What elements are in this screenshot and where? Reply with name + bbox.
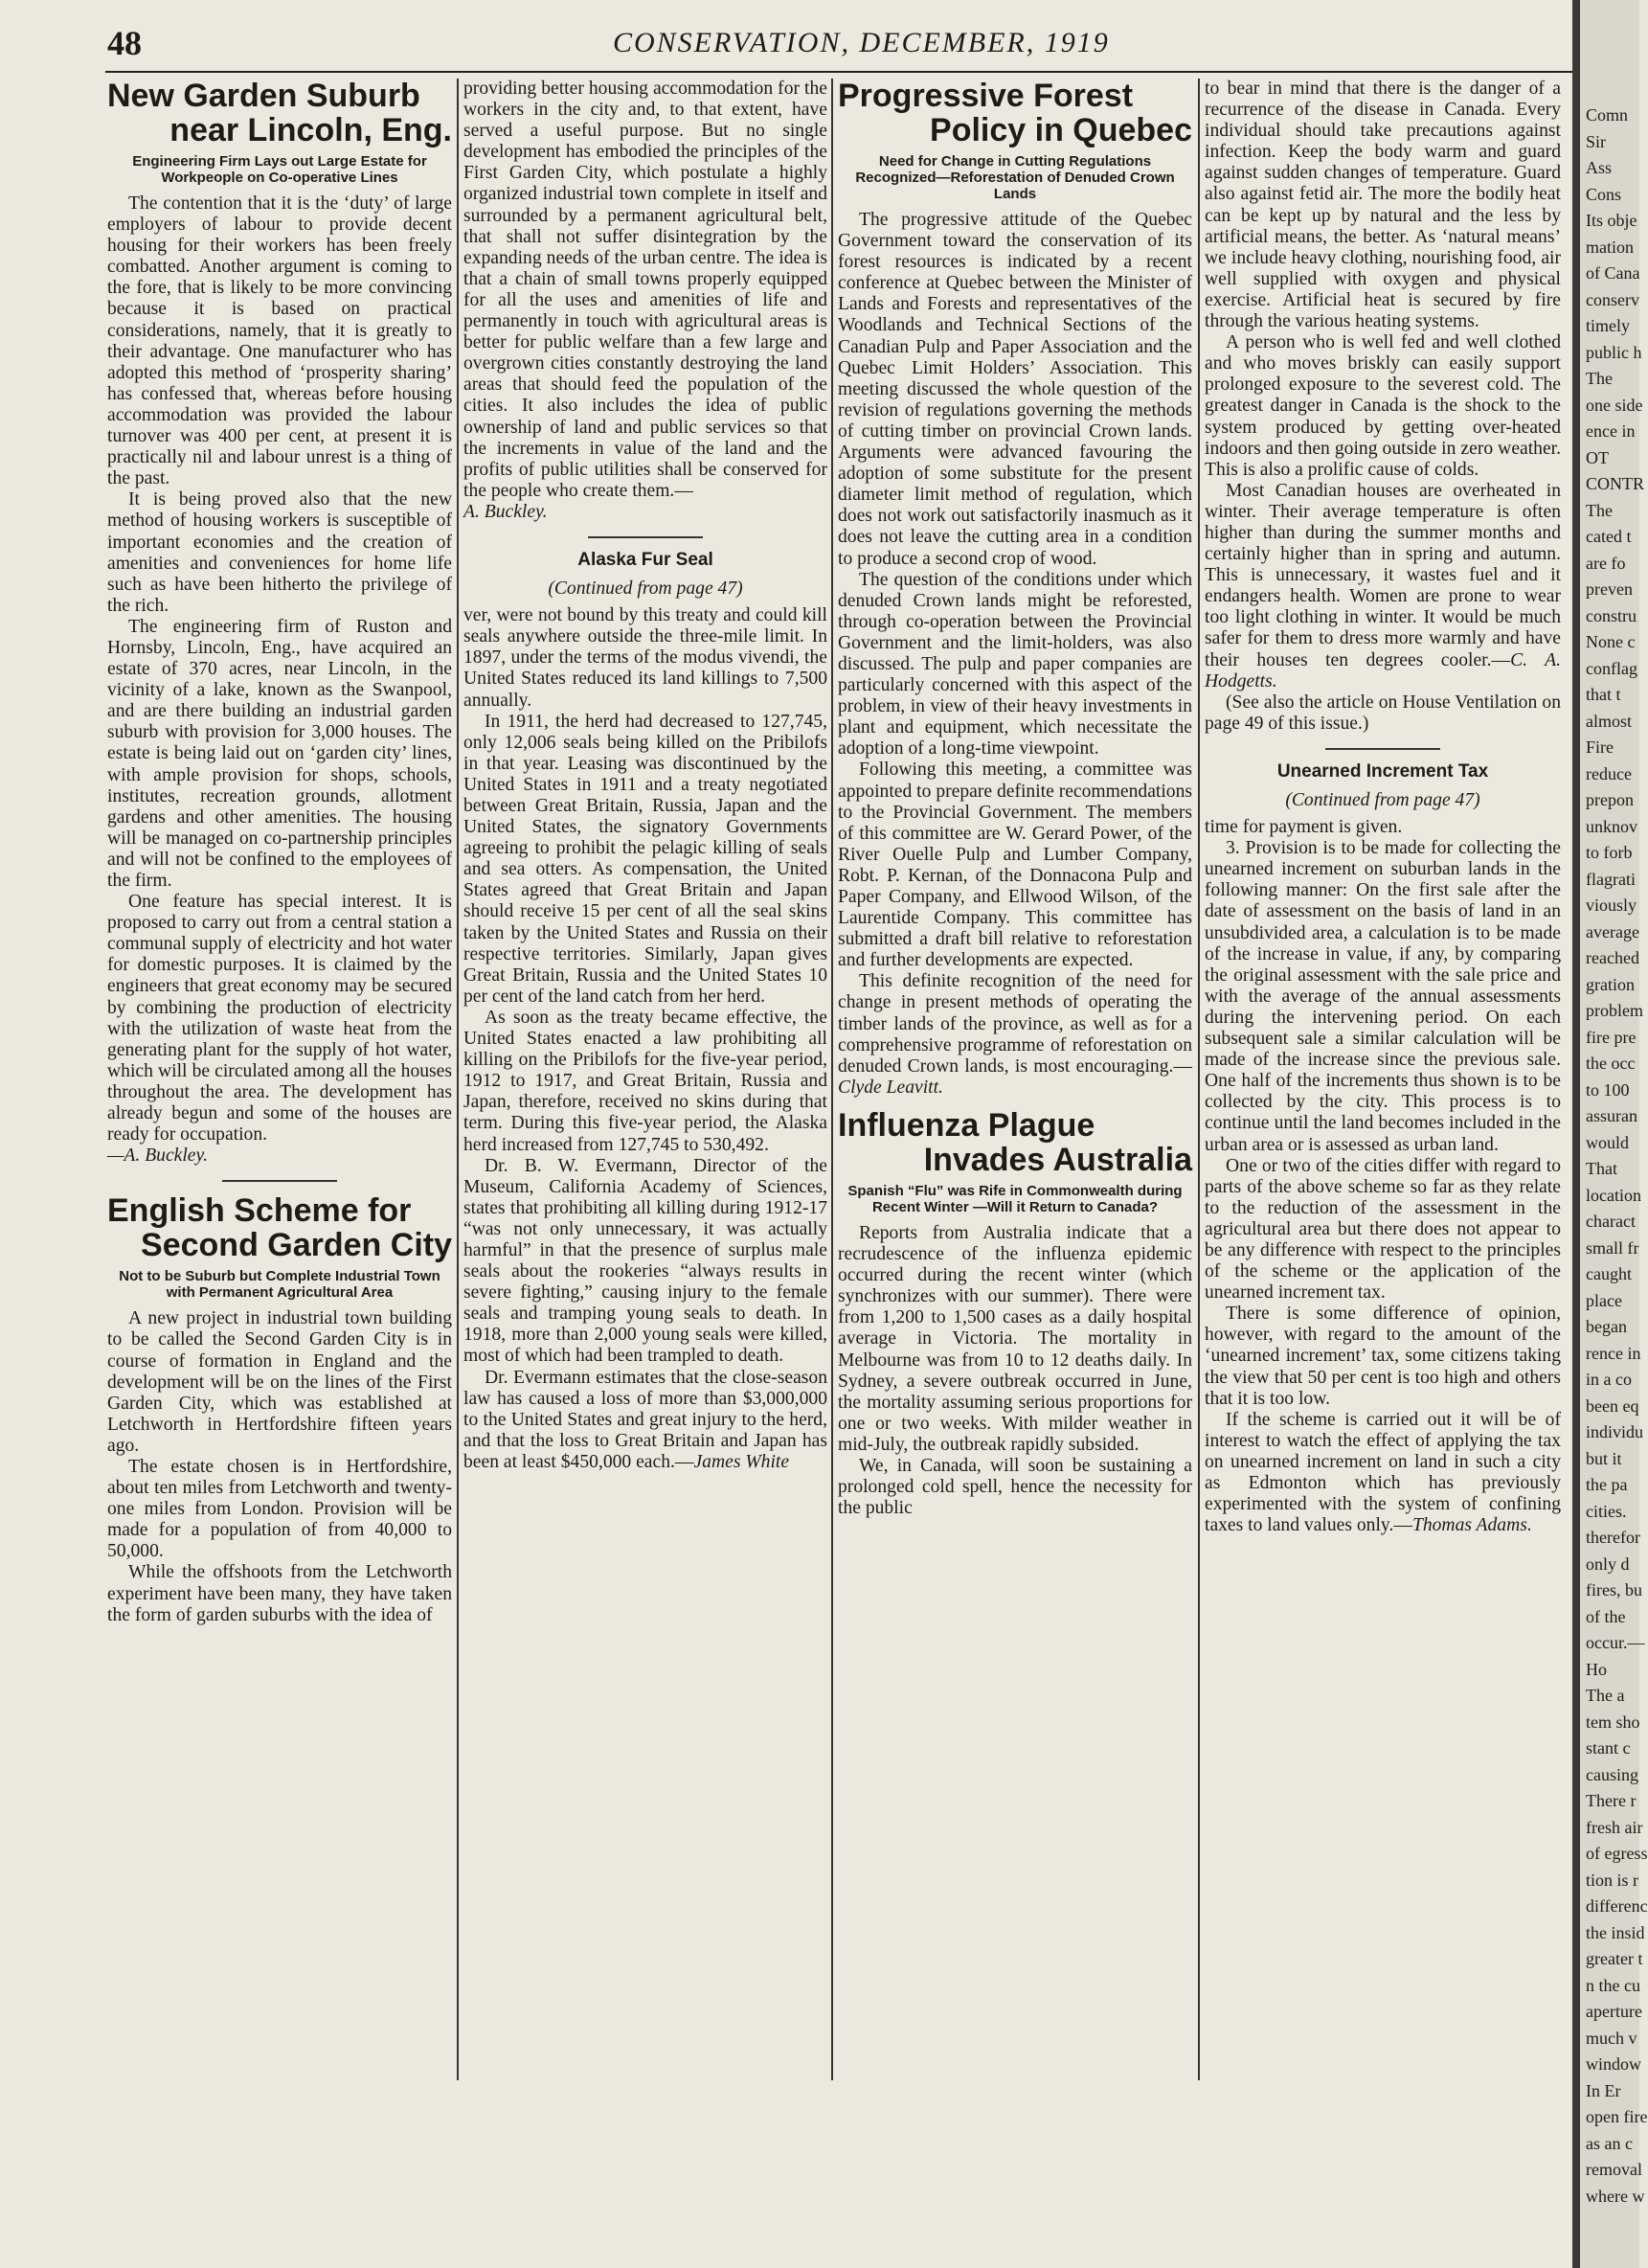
article-title-forest-policy: Progressive Forest Policy in Quebec (838, 78, 1192, 148)
cross-reference-note: (See also the article on House Ventilation on page 49 of this issue.) (1205, 692, 1561, 734)
fragment-line: assuran (1586, 1106, 1637, 1125)
paragraph: Following this meeting, a committee was appointed to prepare definite recommendations to the Provincial Government. The members of this committee are W. Gerard Power, of the River Ouelle Pulp and Lumber Company, Robt. P. Kernan, of the Donnacona Pulp and Paper Company, and Ellwood Wilson, of the Laurentide Company. This committee has submitted a draft bill relative to reforestation and further developments are expected. (838, 760, 1192, 971)
article-title-alaska-fur-seal: Alaska Fur Seal (577, 549, 713, 570)
fragment-line: as an c (1586, 2133, 1633, 2153)
fragment-line: problem (1586, 1001, 1643, 1020)
fragment-line: The a (1586, 1686, 1625, 1705)
fragment-line: CONTR (1586, 474, 1645, 493)
fragment-line: flagrati (1586, 869, 1636, 889)
paragraph: While the offshoots from the Letchworth experiment have been many, they have taken the form of garden suburbs with the idea of (107, 1562, 452, 1625)
fragment-line: one side (1586, 395, 1643, 415)
fragment-line: prepon (1586, 790, 1634, 809)
running-title: CONSERVATION, DECEMBER, 1919 (613, 27, 1110, 58)
article-subtitle: Engineering Firm Lays out Large Estate for Workpeople on Co-operative Lines (132, 153, 427, 186)
fragment-line: where w (1586, 2186, 1645, 2206)
fragment-line: of the (1586, 1606, 1626, 1626)
fragment-line: therefor (1586, 1528, 1640, 1547)
article-title-second-garden-city: English Scheme for Second Garden City (107, 1192, 452, 1264)
paragraph: providing better housing accommodation for the workers in the city and, to that extent, have served a useful purpose. But no single development has embodied the principles of the First Garden City, which postulate a highly organized industrial town complete in itself and surrounded by a permanent agricultural belt, that shall not suffer disintegration by the expanding needs of the urban centre. The idea is that a chain of small towns properly equipped for all the uses and amenities of life and permanently in touch with agricultural areas is better for public welfare than a few large and overgrown cities constantly destroying the land areas that should feed the population of the cities. It also includes the idea of public ownership of land and public services so that the increments in value of the land and the profits of public utilities shall be conserved for the people who create them.— (463, 79, 827, 501)
fragment-line: only d (1586, 1554, 1630, 1574)
fragment-line: but it (1586, 1448, 1622, 1468)
article-subtitle: Need for Change in Cutting Regulations Recognized—Reforestation of Denuded Crown Lands (855, 153, 1175, 202)
paragraph: In 1911, the herd had decreased to 127,745, only 12,006 seals being killed on the Pribilofs in that year. Leasing was discontinued by the United States in 1911 and a treaty negotiated between Great Britain, Russia, Japan and the United States, the signatory Governments agreeing to prohibit the pelagic killing of seals and sea otters. As compensation, the United States agreed that Great Britain and Japan should receive 15 per cent of all the seal skins taken by the United States and Russia on their respective territories. Similarly, Japan gives Great Britain, Russia and the United States 10 per cent of the land catch from her herd. (463, 711, 827, 1007)
fragment-line: There r (1586, 1791, 1637, 1810)
fragment-line: of Cana (1586, 263, 1640, 283)
fragment-line: of egress (1586, 1844, 1648, 1863)
fragment-line: in a co (1586, 1370, 1632, 1389)
column-1 (107, 79, 452, 2224)
fragment-line: that t (1586, 685, 1621, 704)
page-header (105, 21, 1599, 67)
fragment-line: Ho (1586, 1659, 1607, 1679)
column-divider-3 (1198, 79, 1200, 2080)
paragraph: time for payment is given. (1205, 817, 1403, 838)
fragment-line: That (1586, 1159, 1617, 1178)
column-3 (838, 79, 1192, 2224)
signature: —A. Buckley. (107, 1145, 209, 1167)
fragment-line: ence in (1586, 421, 1636, 441)
fragment-line: been eq (1586, 1395, 1639, 1416)
paragraph: The contention that it is the ‘duty’ of large employers of labour to provide decent housing for their workers has been freely combatted. Another argument is coming to the fore, that is likely to be more convincing because it is based on practical considerations, namely, that it is greatly to their advantage. One manufacturer who has adopted this method of ‘prosperity sharing’ has confessed that, whereas before housing accommodation was provided the labour turnover was 400 per cent, at present it is practically nil and labour unrest is a thing of the past. (107, 193, 452, 489)
continued-note: (Continued from page 47) (1285, 790, 1480, 810)
fragment-line: tem sho (1586, 1712, 1640, 1732)
article-subtitle: Not to be Suburb but Complete Industrial Town with Permanent Agricultural Area (119, 1268, 440, 1302)
fragment-line: caught (1586, 1264, 1632, 1283)
page-number: 48 (107, 24, 142, 62)
fragment-line: occur.— (1586, 1633, 1645, 1652)
paragraph: As soon as the treaty became effective, the United States enacted a law prohibiting all killing on the Pribilofs for the five-year period, 1912 to 1917, and Great Britain, Russia and Japan, therefore, received no skins during that term. During this five-year period, the Alaska herd increased from 127,745 to 530,492. (463, 1007, 827, 1155)
fragment-line: cities. (1586, 1501, 1627, 1521)
fragment-line: conserv (1586, 289, 1639, 309)
section-rule (588, 536, 703, 538)
fragment-line: location (1586, 1185, 1641, 1205)
paragraph: The estate chosen is in Hertfordshire, about ten miles from Letchworth and twenty-one miles from London. Provision will be made for a population of from 40,000 to 50,000. (107, 1456, 452, 1562)
fragment-line: individu (1586, 1422, 1644, 1441)
paragraph: A person who is well fed and well clothed and who moves briskly can easily support prolonged exposure to the severest cold. The greatest danger in Canada is the shock to the system produced by getting over-heated indoors and then going outside in zero weather. This is also a prolific cause of colds. (1205, 332, 1561, 480)
fragment-line: much v (1586, 2028, 1637, 2048)
fragment-line: reduce (1586, 763, 1632, 783)
fragment-line: differenc (1586, 1896, 1648, 1916)
paragraph: The question of the conditions under which denuded Crown lands might be reforested, through co-operation between the Provincial Government and the limit-holders, was also discussed. The pulp and paper companies are particularly concerned with this aspect of the problem, in view of their heavy investments in plant and equipment, which necessitate the adoption of a long-time viewpoint. (838, 569, 1192, 760)
paragraph: It is being proved also that the new method of housing workers is susceptible of important economies and the creation of amenities and conveniences for home life such as have been hitherto the privilege of the rich. (107, 489, 452, 616)
signature: A. Buckley. (463, 501, 548, 522)
fragment-line: place (1586, 1290, 1622, 1310)
column-4 (1205, 79, 1561, 2224)
paragraph: Reports from Australia indicate that a recrudescence of the influenza epidemic occurred during the recent winter (which synchronizes with our summer). There were from 1,200 to 1,500 cases as a daily hospital average in Victoria. The mortality in Melbourne was from 10 to 12 deaths daily. In Sydney, a severe outbreak occurred in June, the mortality assuming serious proportions for one or two weeks. With milder weather in mid-July, the outbreak rapidly subsided. (838, 1222, 1192, 1455)
page-edge (1572, 0, 1580, 2268)
fragment-line: Sir (1586, 131, 1607, 151)
paragraph: This definite recognition of the need for change in present methods of operating the timber lands of the province, as well as for a comprehensive programme of reforestation on denuded Crown lands, is most encouraging.—Clyde Leavitt. (838, 971, 1192, 1098)
fragment-line: fresh air (1586, 1817, 1643, 1837)
fragment-line: window (1586, 2054, 1641, 2074)
paragraph: Dr. Evermann estimates that the close-season law has caused a loss of more than $3,000,000 to the United States and great injury to the herd, and that the loss to Great Britain and Japan has been at least $450,000 each.—James White (463, 1367, 827, 1472)
fragment-line: tion is r (1586, 1870, 1639, 1890)
paragraph: One feature has special interest. It is proposed to carry out from a central station a communal supply of electricity and hot water for domestic purposes. It is claimed by the engineers that great economy may be secured by combining the production of electricity with the utilization of waste heat from the generating plant for the supply of hot water, which will be circulated among all the houses throughout the area. The development has already begun and some of the houses are ready for occupation. (107, 892, 452, 1145)
article-title-garden-suburb: New Garden Suburb near Lincoln, Eng. (107, 78, 452, 148)
fragment-line: In Er (1586, 2080, 1621, 2100)
paragraph: 3. Provision is to be made for collecting the unearned increment on suburban lands in the following manner: On the first sale after the date of assessment on the basis of land in an unsubdivided area, a calculation is to be made of the increase in value, if any, by comparing the original assessment with the sale price and with the average of the annual assessments during the intervening period. On each subsequent sale a similar calculation will be made of the increase since the previous sale. One half of the increments thus shown is to be collected by the city. This process is to continue until the land becomes included in the urban area or is assessed as urban land. (1205, 838, 1561, 1155)
fragment-line: conflag (1586, 658, 1637, 678)
fragment-line: began (1586, 1317, 1627, 1336)
paragraph: to bear in mind that there is the danger of a recurrence of the disease in Canada. Every individual should take precautions against infection. Keep the body warm and guard against sudden changes of temperature. Guard also against fetid air. The more the bodily heat can be kept up by natural and the less by artificial means, the better. As ‘natural means’ we include heavy clothing, nourishing food, air well supplied with oxygen and physical exercise. Artificial heat is secured by fire through the various heating systems. (1205, 79, 1561, 332)
paragraph: The engineering firm of Ruston and Hornsby, Lincoln, Eng., have acquired an estate of 370 acres, near Lincoln, in the vicinity of a lake, known as the Swanpool, and are there building an industrial garden suburb with provision for 3,000 houses. The estate is being laid out on ‘garden city’ lines, with ample provision for shops, schools, institutes, recreation grounds, allotment gardens and other amenities. The housing will be managed on co-partnership principles and will not be confined to the employees of the firm. (107, 616, 452, 891)
article-subtitle: Spanish “Flu” was Rife in Commonwealth during Recent Winter —Will it Return to Canada? (847, 1182, 1183, 1215)
fragment-line: reached (1586, 948, 1639, 967)
fragment-line: Cons (1586, 184, 1622, 204)
column-divider-1 (457, 79, 459, 2080)
fragment-line: None c (1586, 632, 1636, 651)
fragment-line: aperture (1586, 2002, 1642, 2021)
fragment-line: to 100 (1586, 1079, 1630, 1100)
fragment-line: public h (1586, 342, 1642, 362)
fragment-line: greater t (1586, 1949, 1643, 1968)
fragment-line: stant c (1586, 1738, 1631, 1758)
header-rule (105, 71, 1590, 73)
fragment-line: Ass (1586, 158, 1613, 177)
fragment-line: preven (1586, 579, 1633, 599)
fragment-line: removal (1586, 2160, 1642, 2179)
fragment-line: to forb (1586, 843, 1633, 862)
paragraph: ver, were not bound by this treaty and could kill seals anywhere outside the three-mile limit. In 1897, under the terms of the modus vivendi, the United States reduced its land killings to 7,500 annually. (463, 605, 827, 711)
section-rule (222, 1180, 337, 1182)
fragment-line: open fire (1586, 2107, 1648, 2126)
fragment-line: mation (1586, 237, 1634, 257)
section-rule (1325, 748, 1440, 750)
fragment-line: are fo (1586, 553, 1626, 573)
fragment-line: the pa (1586, 1475, 1628, 1494)
fragment-line: n the cu (1586, 1975, 1640, 1995)
fragment-line: almost (1586, 711, 1632, 731)
fragment-line: fires, bu (1586, 1580, 1642, 1599)
paragraph: A new project in industrial town building to be called the Second Garden City is in course of formation in England and the development will be on the lines of the First Garden City, which was established at Letchworth in Hertfordshire fifteen years ago. (107, 1308, 452, 1456)
fragment-line: timely (1586, 316, 1630, 335)
fragment-line: The (1586, 369, 1613, 388)
paragraph: Most Canadian houses are overheated in winter. Their average temperature is often higher than during the summer months and certainly higher than in spring and autumn. This is unnecessary, it wastes fuel and it endangers health. Women are prone to wear too light clothing in winter. It would be much safer for them to dress more warmly and have their houses ten degrees cooler.—C. A. Hodgetts. (1205, 480, 1561, 692)
fragment-line: would (1586, 1132, 1629, 1152)
article-title-unearned-increment: Unearned Increment Tax (1276, 760, 1489, 782)
fragment-line: unknov (1586, 816, 1637, 836)
fragment-line: average (1586, 921, 1639, 941)
paragraph: If the scheme is carried out it will be of interest to watch the effect of applying the tax on unearned increment on land in such a city as Edmonton which has previously experimented with the system of confining taxes to land values only.—Thomas Adams. (1205, 1409, 1561, 1536)
fragment-line: gration (1586, 974, 1635, 994)
fragment-line: causing (1586, 1764, 1638, 1784)
paragraph: The progressive attitude of the Quebec Government toward the conservation of its forest resources is indicated by a recent conference at Quebec between the Minister of Lands and Forests and representatives of the Woodlands and Technical Sections of the Canadian Pulp and Paper Association and the Quebec Limit Holders’ Association. This meeting discussed the whole question of the revision of regulations governing the methods of cutting timber on provincial Crown lands. Arguments were advanced favouring the adoption of some substitute for the present diameter limit method of regulation, which does not work out satisfactorily inasmuch as it does not leave the cutting area in a condition to produce a second crop of wood. (838, 210, 1192, 569)
article-title-influenza: Influenza Plague Invades Australia (838, 1106, 1192, 1178)
column-divider-2 (831, 79, 833, 2080)
fragment-line: OT (1586, 447, 1609, 467)
fragment-line: constru (1586, 605, 1637, 625)
fragment-line: Comn (1586, 105, 1629, 125)
continued-note: (Continued from page 47) (548, 578, 743, 600)
fragment-line: viously (1586, 896, 1637, 915)
column-2 (463, 79, 827, 2224)
fragment-line: The (1586, 500, 1613, 520)
paragraph: One or two of the cities differ with regard to parts of the above scheme so far as they relate to the reduction of the assessment in the agricultural area but there does not appear to be any difference with respect to the principles of the scheme or the application of the unearned increment tax. (1205, 1155, 1561, 1304)
paragraph: Dr. B. W. Evermann, Director of the Museum, California Academy of Sciences, states that prohibiting all killing during 1912-17 “was not only unnecessary, it was actually harmful” in that the presence of surplus male seals about the rookeries “always results in severe fighting,” causing injury to the female seals and tramping young seals to death. In 1918, more than 2,000 young seals were killed, most of which had been trampled to death. (463, 1155, 827, 1367)
fragment-line: the occ (1586, 1054, 1636, 1073)
fragment-line: fire pre (1586, 1027, 1637, 1047)
fragment-line: cated t (1586, 527, 1632, 546)
fragment-line: rence in (1586, 1343, 1641, 1363)
paragraph: There is some difference of opinion, however, with regard to the amount of the ‘unearned increment’ tax, some citizens taking the view that 50 per cent is too high and others that it is too low. (1205, 1304, 1561, 1409)
fragment-line: the insid (1586, 1922, 1645, 1942)
adjacent-page-fragment (1572, 0, 1648, 2268)
fragment-line: Fire (1586, 737, 1614, 757)
paragraph: We, in Canada, will soon be sustaining a prolonged cold spell, hence the necessity for the public (838, 1455, 1192, 1519)
fragment-line: charact (1586, 1212, 1636, 1231)
fragment-line: small fr (1586, 1237, 1639, 1258)
fragment-line: Its obje (1586, 211, 1637, 230)
